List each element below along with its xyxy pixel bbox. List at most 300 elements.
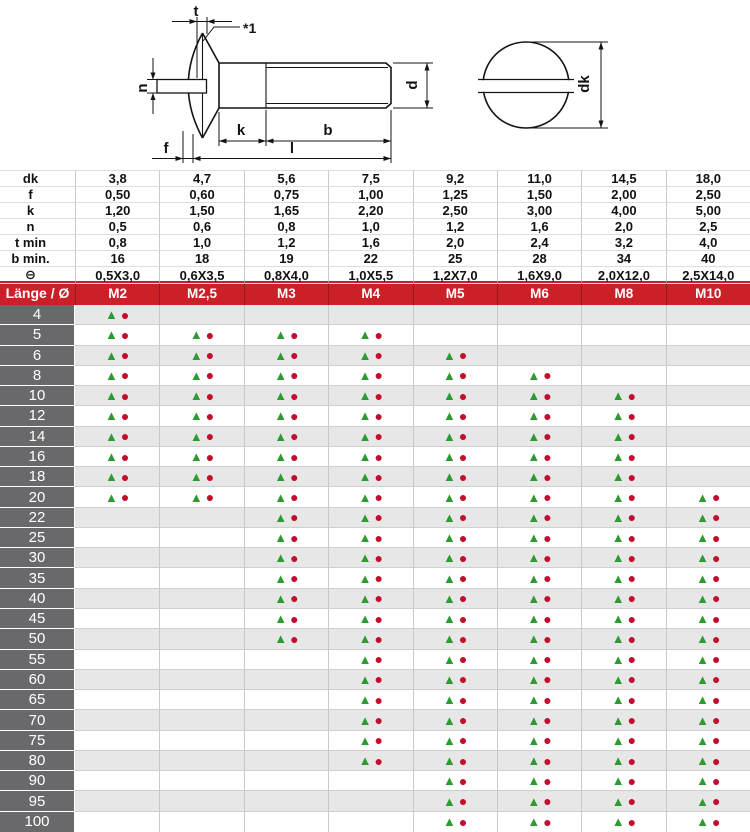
triangle-marker: ▲ — [358, 347, 372, 363]
availability-cell — [159, 366, 243, 386]
triangle-marker: ▲ — [358, 469, 372, 485]
triangle-marker: ▲ — [358, 753, 372, 769]
circle-marker: ● — [712, 590, 721, 607]
availability-cell — [497, 731, 581, 751]
availability-cell — [497, 589, 581, 609]
size-column-header-m3: M3 — [244, 281, 328, 305]
triangle-marker: ▲ — [274, 347, 288, 363]
availability-cell — [75, 791, 159, 811]
dim-label-k: k — [236, 122, 246, 139]
circle-marker: ● — [458, 529, 468, 546]
triangle-marker: ▲ — [443, 388, 456, 404]
length-row-header-95: 95 — [0, 791, 75, 811]
dim-value-b-min: 25 — [413, 251, 497, 267]
triangle-marker: ▲ — [274, 469, 288, 485]
availability-cell — [666, 568, 750, 588]
circle-marker: ● — [458, 347, 468, 364]
length-row-header-40: 40 — [0, 589, 75, 609]
circle-marker: ● — [712, 671, 721, 688]
dim-label-dk: dk — [576, 75, 593, 93]
circle-marker: ● — [374, 489, 383, 506]
circle-marker: ● — [627, 772, 637, 789]
availability-cell — [413, 731, 497, 751]
circle-marker: ● — [290, 630, 299, 647]
circle-marker: ● — [205, 407, 215, 424]
availability-cell — [413, 629, 497, 649]
availability-cell — [75, 346, 159, 366]
availability-cell — [328, 751, 412, 771]
dim-value-f: 0,60 — [159, 187, 243, 203]
circle-marker: ● — [374, 468, 383, 485]
availability-cell — [413, 346, 497, 366]
circle-marker: ● — [627, 671, 637, 688]
dim-value-slot-size: 0,8X4,0 — [244, 267, 328, 284]
availability-cell — [581, 812, 665, 832]
triangle-marker: ▲ — [611, 773, 625, 789]
availability-cell — [328, 346, 412, 366]
dim-value-n: 0,6 — [159, 219, 243, 235]
circle-marker: ● — [627, 387, 637, 404]
triangle-marker: ▲ — [696, 570, 710, 586]
dim-value-b-min: 18 — [159, 251, 243, 267]
availability-cell — [328, 629, 412, 649]
circle-marker: ● — [458, 691, 468, 708]
availability-cell — [413, 305, 497, 325]
circle-marker: ● — [627, 549, 637, 566]
availability-cell — [666, 467, 750, 487]
availability-cell — [497, 366, 581, 386]
circle-marker: ● — [543, 732, 552, 749]
availability-cell — [666, 609, 750, 629]
triangle-marker: ▲ — [527, 712, 541, 728]
availability-cell — [413, 487, 497, 507]
dim-value-dk: 5,6 — [244, 171, 328, 187]
triangle-marker: ▲ — [611, 692, 625, 708]
availability-cell — [328, 406, 412, 426]
circle-marker: ● — [458, 570, 468, 587]
circle-marker: ● — [458, 367, 468, 384]
triangle-marker: ▲ — [696, 712, 710, 728]
dim-row-label-t-min: t min — [0, 235, 75, 251]
dim-value-f: 0,75 — [244, 187, 328, 203]
availability-cell — [328, 812, 412, 832]
availability-cell — [244, 467, 328, 487]
availability-cell — [581, 508, 665, 528]
availability-cell — [75, 568, 159, 588]
circle-marker: ● — [543, 772, 552, 789]
triangle-marker: ▲ — [527, 773, 541, 789]
dim-value-k: 1,65 — [244, 203, 328, 219]
circle-marker: ● — [458, 712, 468, 728]
availability-cell — [497, 467, 581, 487]
availability-cell — [497, 791, 581, 811]
availability-cell — [666, 508, 750, 528]
circle-marker: ● — [374, 387, 383, 404]
availability-cell — [497, 325, 581, 345]
triangle-marker: ▲ — [527, 793, 541, 809]
triangle-marker: ▲ — [274, 489, 288, 505]
circle-marker: ● — [458, 489, 468, 506]
circle-marker: ● — [627, 448, 637, 465]
availability-cell — [497, 386, 581, 406]
availability-cell — [497, 751, 581, 771]
triangle-marker: ▲ — [443, 712, 456, 728]
circle-marker: ● — [712, 610, 721, 627]
circle-marker: ● — [712, 529, 721, 546]
triangle-marker: ▲ — [527, 814, 541, 830]
dim-value-dk: 11,0 — [497, 171, 581, 187]
length-diameter-header: Länge / Ø — [5, 285, 70, 301]
triangle-marker: ▲ — [358, 570, 372, 586]
availability-cell — [159, 731, 243, 751]
triangle-marker: ▲ — [696, 489, 710, 505]
availability-cell — [244, 366, 328, 386]
circle-marker: ● — [543, 448, 552, 465]
availability-cell — [581, 325, 665, 345]
triangle-marker: ▲ — [527, 428, 541, 444]
triangle-marker: ▲ — [274, 449, 288, 464]
availability-cell — [159, 791, 243, 811]
availability-cell — [497, 447, 581, 467]
triangle-marker: ▲ — [443, 449, 456, 464]
availability-cell — [328, 325, 412, 345]
availability-cell — [159, 305, 243, 325]
circle-marker: ● — [374, 407, 383, 424]
availability-cell — [666, 670, 750, 690]
availability-cell — [497, 710, 581, 730]
triangle-marker: ▲ — [527, 692, 541, 708]
circle-marker: ● — [543, 428, 552, 445]
availability-cell — [497, 771, 581, 791]
circle-marker: ● — [627, 630, 637, 647]
triangle-marker: ▲ — [274, 570, 288, 586]
availability-cell — [75, 589, 159, 609]
triangle-marker: ▲ — [443, 611, 456, 627]
triangle-marker: ▲ — [527, 590, 541, 606]
circle-marker: ● — [458, 793, 468, 810]
triangle-marker: ▲ — [105, 327, 118, 343]
availability-cell — [581, 771, 665, 791]
availability-cell — [581, 670, 665, 690]
availability-cell — [581, 487, 665, 507]
availability-cell — [666, 731, 750, 751]
circle-marker: ● — [543, 489, 552, 506]
size-column-header-m4: M4 — [328, 281, 412, 305]
circle-marker: ● — [120, 326, 130, 343]
dim-value-b-min: 16 — [75, 251, 159, 267]
triangle-marker: ▲ — [105, 388, 118, 404]
dimension-table — [0, 170, 750, 281]
size-column-header-m2: M2 — [75, 281, 159, 305]
circle-marker: ● — [458, 448, 468, 465]
availability-cell — [75, 609, 159, 629]
availability-cell — [413, 528, 497, 548]
dim-value-b-min: 40 — [666, 251, 750, 267]
dim-label-t: t — [193, 3, 199, 20]
availability-cell — [159, 670, 243, 690]
availability-cell — [581, 427, 665, 447]
triangle-marker: ▲ — [274, 509, 288, 525]
triangle-marker: ▲ — [611, 793, 625, 809]
circle-marker: ● — [458, 407, 468, 424]
length-row-header-50: 50 — [0, 629, 75, 649]
availability-cell — [328, 609, 412, 629]
size-column-header-m5: M5 — [413, 281, 497, 305]
availability-cell — [75, 305, 159, 325]
triangle-marker: ▲ — [358, 388, 372, 404]
circle-marker: ● — [205, 468, 215, 485]
dim-value-t-min: 2,0 — [413, 235, 497, 251]
availability-cell — [497, 650, 581, 670]
triangle-marker: ▲ — [358, 712, 372, 728]
size-column-header-m8: M8 — [581, 281, 665, 305]
circle-marker: ● — [627, 813, 637, 830]
dim-value-k: 1,20 — [75, 203, 159, 219]
dim-label-l: l — [289, 140, 295, 157]
dim-value-t-min: 3,2 — [581, 235, 665, 251]
length-row-header-18: 18 — [0, 467, 75, 487]
dim-value-k: 4,00 — [581, 203, 665, 219]
availability-cell — [75, 812, 159, 832]
circle-marker: ● — [290, 326, 299, 343]
dim-value-n: 2,0 — [581, 219, 665, 235]
triangle-marker: ▲ — [443, 651, 456, 667]
circle-marker: ● — [627, 610, 637, 627]
circle-marker: ● — [543, 468, 552, 485]
triangle-marker: ▲ — [527, 469, 541, 485]
triangle-marker: ▲ — [696, 530, 710, 546]
availability-cell — [244, 670, 328, 690]
dim-value-t-min: 0,8 — [75, 235, 159, 251]
availability-cell — [413, 568, 497, 588]
length-row-header-55: 55 — [0, 650, 75, 670]
triangle-marker: ▲ — [105, 347, 118, 363]
circle-marker: ● — [120, 428, 130, 445]
availability-cell — [666, 690, 750, 710]
availability-cell — [666, 487, 750, 507]
triangle-marker: ▲ — [443, 671, 456, 687]
availability-cell — [581, 609, 665, 629]
triangle-marker: ▲ — [274, 388, 288, 404]
circle-marker: ● — [712, 813, 721, 830]
availability-cell — [581, 690, 665, 710]
triangle-marker: ▲ — [189, 367, 203, 383]
circle-marker: ● — [712, 651, 721, 668]
availability-cell — [581, 467, 665, 487]
availability-cell — [497, 305, 581, 325]
availability-cell — [666, 386, 750, 406]
dim-value-k: 3,00 — [497, 203, 581, 219]
triangle-marker: ▲ — [105, 489, 118, 505]
circle-marker: ● — [205, 326, 215, 343]
availability-cell — [159, 346, 243, 366]
dim-value-slot-size: 1,6X9,0 — [497, 267, 581, 284]
availability-cell — [666, 650, 750, 670]
triangle-marker: ▲ — [443, 590, 456, 606]
availability-cell — [244, 710, 328, 730]
availability-cell — [413, 771, 497, 791]
circle-marker: ● — [712, 732, 721, 749]
triangle-marker: ▲ — [105, 449, 118, 464]
triangle-marker: ▲ — [105, 367, 118, 383]
triangle-marker: ▲ — [358, 671, 372, 687]
dim-value-slot-size: 2,5X14,0 — [666, 267, 750, 284]
triangle-marker: ▲ — [611, 611, 625, 627]
triangle-marker: ▲ — [358, 428, 372, 444]
availability-cell — [666, 629, 750, 649]
availability-cell — [666, 447, 750, 467]
triangle-marker: ▲ — [696, 590, 710, 606]
triangle-marker: ▲ — [105, 428, 118, 444]
circle-marker: ● — [205, 367, 215, 384]
dim-value-n: 1,2 — [413, 219, 497, 235]
triangle-marker: ▲ — [527, 388, 541, 404]
triangle-marker: ▲ — [443, 469, 456, 485]
availability-cell — [244, 487, 328, 507]
availability-cell — [581, 629, 665, 649]
availability-cell — [413, 386, 497, 406]
circle-marker: ● — [543, 712, 552, 728]
availability-cell — [75, 731, 159, 751]
circle-marker: ● — [290, 407, 299, 424]
availability-cell — [666, 346, 750, 366]
circle-marker: ● — [374, 529, 383, 546]
circle-marker: ● — [543, 610, 552, 627]
triangle-marker: ▲ — [527, 367, 541, 383]
circle-marker: ● — [290, 387, 299, 404]
circle-marker: ● — [290, 570, 299, 587]
availability-cell — [581, 386, 665, 406]
availability-cell — [497, 670, 581, 690]
availability-cell — [413, 406, 497, 426]
circle-marker: ● — [543, 570, 552, 587]
dim-value-t-min: 2,4 — [497, 235, 581, 251]
availability-cell — [413, 751, 497, 771]
availability-cell — [75, 690, 159, 710]
triangle-marker: ▲ — [274, 530, 288, 546]
availability-cell — [581, 548, 665, 568]
availability-cell — [328, 670, 412, 690]
circle-marker: ● — [290, 468, 299, 485]
circle-marker: ● — [458, 651, 468, 668]
availability-cell — [244, 650, 328, 670]
availability-cell — [159, 467, 243, 487]
availability-cell — [159, 386, 243, 406]
triangle-marker: ▲ — [443, 489, 456, 505]
circle-marker: ● — [543, 630, 552, 647]
availability-cell — [666, 366, 750, 386]
availability-cell — [75, 386, 159, 406]
circle-marker: ● — [543, 651, 552, 668]
availability-cell — [244, 548, 328, 568]
screw-head-view — [478, 42, 574, 128]
triangle-marker: ▲ — [189, 428, 203, 444]
circle-marker: ● — [374, 549, 383, 566]
circle-marker: ● — [120, 387, 130, 404]
triangle-marker: ▲ — [274, 550, 288, 566]
circle-marker: ● — [458, 671, 468, 688]
triangle-marker: ▲ — [611, 651, 625, 667]
availability-cell — [75, 528, 159, 548]
availability-cell — [666, 710, 750, 730]
triangle-marker: ▲ — [527, 550, 541, 566]
availability-cell — [75, 710, 159, 730]
circle-marker: ● — [543, 549, 552, 566]
dim-value-f: 2,50 — [666, 187, 750, 203]
availability-cell — [328, 528, 412, 548]
circle-marker: ● — [458, 428, 468, 445]
circle-marker: ● — [120, 489, 130, 506]
triangle-marker: ▲ — [105, 408, 118, 424]
availability-cell — [413, 548, 497, 568]
dim-value-dk: 4,7 — [159, 171, 243, 187]
circle-marker: ● — [543, 529, 552, 546]
circle-marker: ● — [543, 671, 552, 688]
availability-cell — [328, 568, 412, 588]
circle-marker: ● — [543, 367, 552, 384]
triangle-marker: ▲ — [274, 367, 288, 383]
availability-cell — [159, 771, 243, 791]
availability-cell — [159, 427, 243, 447]
triangle-marker: ▲ — [358, 489, 372, 505]
availability-cell — [244, 346, 328, 366]
circle-marker: ● — [458, 752, 468, 769]
dim-value-slot-size: 1,0X5,5 — [328, 267, 412, 284]
availability-cell — [328, 305, 412, 325]
dim-value-t-min: 1,2 — [244, 235, 328, 251]
triangle-marker: ▲ — [696, 611, 710, 627]
dim-value-f: 2,00 — [581, 187, 665, 203]
triangle-marker: ▲ — [611, 489, 625, 505]
triangle-marker: ▲ — [611, 449, 625, 464]
availability-cell — [666, 406, 750, 426]
length-row-header-70: 70 — [0, 710, 75, 730]
availability-cell — [244, 589, 328, 609]
availability-cell — [244, 629, 328, 649]
circle-marker: ● — [374, 610, 383, 627]
triangle-marker: ▲ — [443, 550, 456, 566]
triangle-marker: ▲ — [611, 530, 625, 546]
triangle-marker: ▲ — [189, 388, 203, 404]
availability-cell — [244, 751, 328, 771]
triangle-marker: ▲ — [443, 631, 456, 647]
length-row-header-6: 6 — [0, 346, 75, 366]
circle-marker: ● — [120, 347, 130, 364]
triangle-marker: ▲ — [443, 692, 456, 708]
triangle-marker: ▲ — [611, 509, 625, 525]
dim-label-b: b — [323, 122, 333, 139]
triangle-marker: ▲ — [443, 793, 456, 809]
triangle-marker: ▲ — [443, 367, 456, 383]
availability-cell — [75, 670, 159, 690]
slot-side-profile — [157, 80, 207, 94]
dim-value-t-min: 1,6 — [328, 235, 412, 251]
triangle-marker: ▲ — [274, 408, 288, 424]
availability-cell — [497, 508, 581, 528]
circle-marker: ● — [374, 428, 383, 445]
triangle-marker: ▲ — [443, 509, 456, 525]
circle-marker: ● — [458, 630, 468, 647]
circle-marker: ● — [374, 367, 383, 384]
triangle-marker: ▲ — [527, 631, 541, 647]
triangle-marker: ▲ — [696, 793, 710, 809]
circle-marker: ● — [627, 529, 637, 546]
triangle-marker: ▲ — [696, 732, 710, 748]
availability-cell — [328, 366, 412, 386]
dim-value-f: 1,00 — [328, 187, 412, 203]
availability-cell — [159, 325, 243, 345]
circle-marker: ● — [120, 448, 130, 465]
